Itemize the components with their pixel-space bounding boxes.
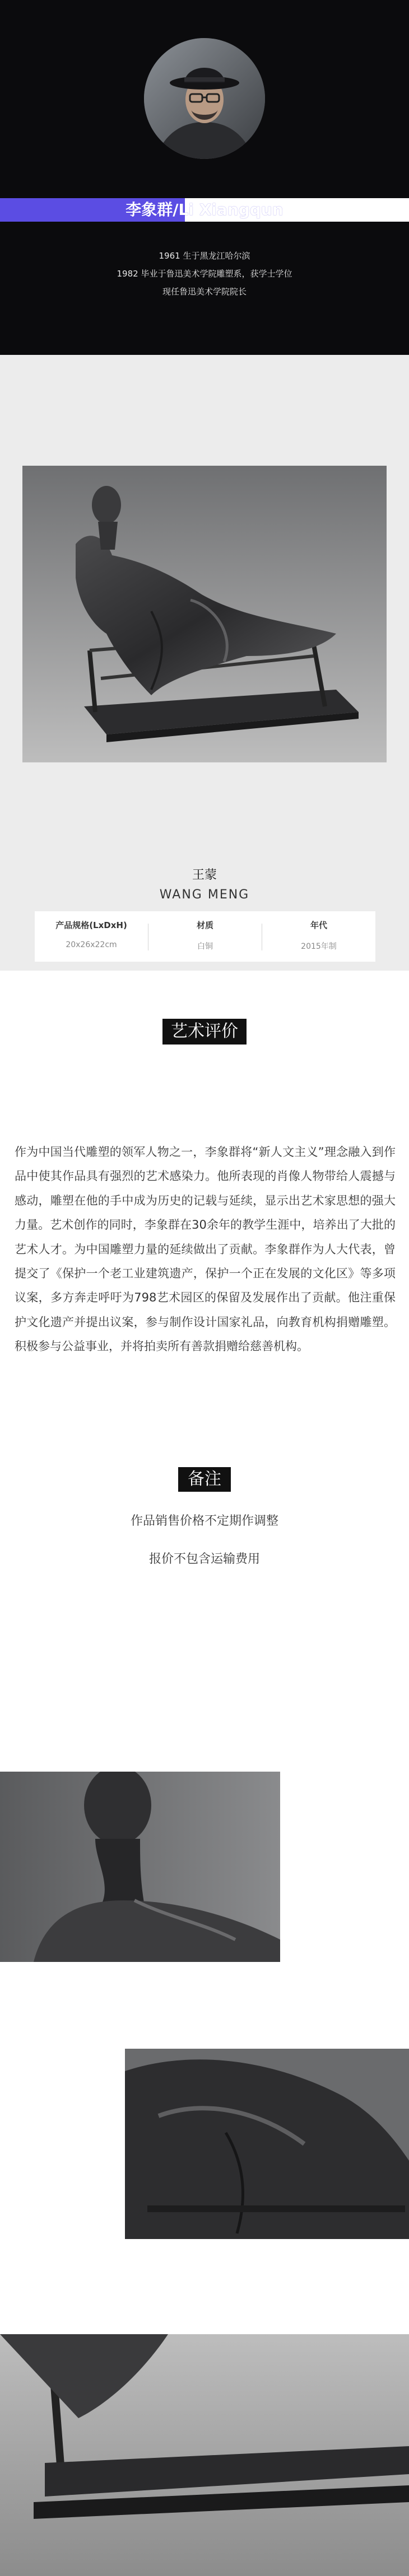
detail-photo-head bbox=[0, 1772, 280, 1962]
artwork-title-cn: 王蒙 bbox=[192, 868, 217, 882]
spec-material bbox=[148, 911, 262, 962]
bio-line-position: 现任鲁迅美术学院院长 bbox=[162, 287, 247, 297]
detail-photo-body bbox=[125, 2049, 409, 2239]
sculpture-main-photo bbox=[22, 466, 387, 762]
detail-photo-base bbox=[0, 2334, 409, 2576]
artist-avatar bbox=[144, 38, 265, 159]
spec-card bbox=[35, 911, 375, 962]
note-line-price: 作品销售价格不定期作调整 bbox=[130, 1514, 278, 1528]
spec-size bbox=[35, 911, 148, 962]
review-body: 作为中国当代雕塑的领军人物之一，李象群将“新人文主义”理念融入到作品中使其作品具有强烈的艺术感染力。他所表现的肖像人物带给人震撼与感动，雕塑在他的手中成为历史的记载与延续，显示出艺术家思想的强大力量。艺术创作的同时，李象群在30余年的教学生涯中，培养出了大批的艺术人才。为中国雕塑力量的延续做出了贡献。李象群作为人大代表，曾提交了《保护一个老工业建筑遗产，保护一个正在发展的文化区》等多项议案，多方奔走呼吁为798艺术园区的保留及发展作出了贡献。他注重保护文化遗产并提出议案，参与制作设计国家礼品，向教育机构捐赠雕塑。积极参与公益事业，并将拍卖所有善款捐赠给慈善机构。 bbox=[15, 1145, 396, 1353]
notes-heading: 备注 bbox=[178, 1467, 231, 1492]
note-line-shipping: 报价不包含运输费用 bbox=[148, 1552, 260, 1566]
artwork-title-en: WANG MENG bbox=[159, 888, 250, 902]
artist-name-text: 李象群/Li Xiangqun bbox=[126, 200, 283, 219]
spec-year-value: 2015年制 bbox=[301, 942, 337, 951]
spec-year-label: 年代 bbox=[310, 920, 327, 930]
artist-name bbox=[0, 198, 409, 222]
spec-material-value: 白铜 bbox=[197, 942, 213, 951]
spec-size-value: 20x26x22cm bbox=[66, 940, 117, 949]
spec-material-label: 材质 bbox=[196, 920, 213, 930]
spec-size-label: 产品规格(LxDxH) bbox=[55, 920, 127, 930]
bio-line-birth: 1961 生于黑龙江哈尔滨 bbox=[159, 251, 250, 261]
bio-line-education: 1982 毕业于鲁迅美术学院雕塑系，获学士学位 bbox=[117, 269, 292, 279]
spec-year bbox=[262, 911, 375, 962]
review-heading: 艺术评价 bbox=[162, 1019, 247, 1045]
